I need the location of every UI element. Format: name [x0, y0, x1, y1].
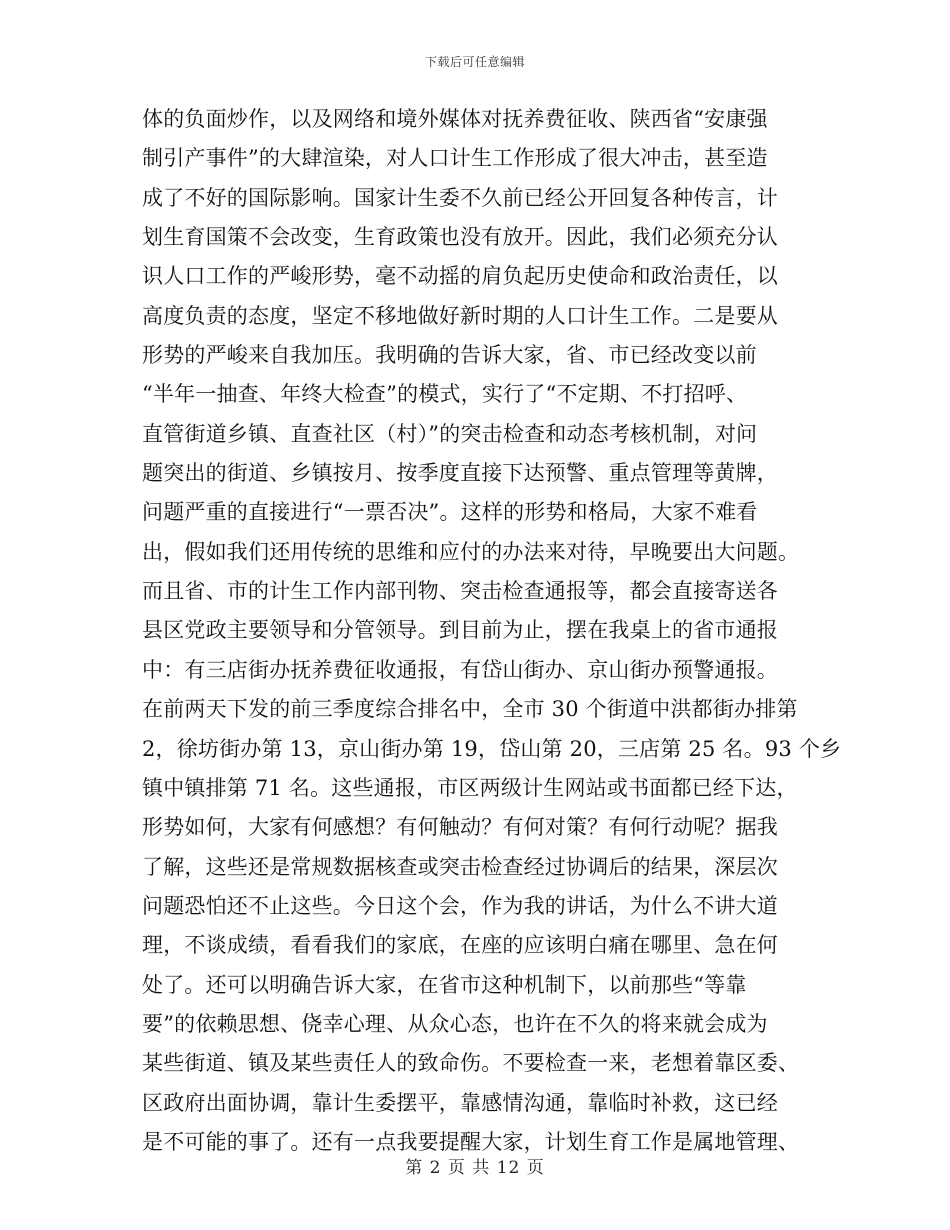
body-text-line: 出，假如我们还用传统的思维和应付的办法来对待，早晚要出大问题。 — [142, 539, 800, 564]
body-text-line: “半年一抽查、年终大检查”的模式，实行了“不定期、不打招呼、 — [142, 382, 748, 407]
body-text-line: 划生育国策不会改变，生育政策也没有放开。因此，我们必须充分认 — [142, 225, 778, 250]
body-text-line: 中：有三店街办抚养费征收通报，有岱山街办、京山街办预警通报。 — [142, 657, 778, 682]
body-text-line: 体的负面炒作，以及网络和境外媒体对抚养费征收、陕西省“安康强 — [142, 107, 768, 131]
body-text-line: 2，徐坊街办第 13，京山街办第 19，岱山第 20，三店第 25 名。93 个乡 — [142, 736, 842, 761]
body-text-line: 问题恐怕还不止这些。今日这个会，作为我的讲话，为什么不讲大道 — [142, 893, 778, 918]
body-text-line: 题突出的街道、乡镇按月、按季度直接下达预警、重点管理等黄牌， — [142, 461, 778, 486]
body-text-line: 是不可能的事了。还有一点我要提醒大家，计划生育工作是属地管理、 — [142, 1129, 800, 1154]
body-text-line: 县区党政主要领导和分管领导。到目前为止，摆在我桌上的省市通报 — [142, 618, 778, 643]
body-text-line: 识人口工作的严峻形势，毫不动摇的肩负起历史使命和政治责任，以 — [142, 264, 778, 289]
document-body — [142, 100, 842, 1162]
body-text-line: 在前两天下发的前三季度综合排名中，全市 30 个街道中洪都街办排第 — [142, 697, 798, 722]
body-text-line: 形势的严峻来自我加压。我明确的告诉大家，省、市已经改变以前 — [142, 343, 757, 368]
body-text-line: 形势如何，大家有何感想？有何触动？有何对策？有何行动呢？据我 — [142, 815, 778, 840]
body-text-line: 处了。还可以明确告诉大家，在省市这种机制下，以前那些“等靠 — [142, 972, 747, 997]
body-text-line: 区政府出面协调，靠计生委摆平，靠感情沟通，靠临时补救，这已经 — [142, 1090, 778, 1115]
body-text-line: 镇中镇排第 71 名。这些通报，市区两级计生网站或书面都已经下达， — [142, 775, 798, 800]
body-text-line: 要”的依赖思想、侥幸心理、从众心态，也许在不久的将来就会成为 — [142, 1011, 768, 1036]
body-text-line: 了解，这些还是常规数据核查或突击检查经过协调后的结果，深层次 — [142, 854, 778, 879]
body-text-line: 成了不好的国际影响。国家计生委不久前已经公开回复各种传言，计 — [142, 185, 778, 210]
body-text-line: 高度负责的态度，坚定不移地做好新时期的人口计生工作。二是要从 — [142, 303, 778, 328]
body-text-line: 而且省、市的计生工作内部刊物、突击检查通报等，都会直接寄送各 — [142, 579, 778, 604]
body-text-line: 理，不谈成绩，看看我们的家底，在座的应该明白痛在哪里、急在何 — [142, 933, 778, 958]
body-text-line: 直管街道乡镇、直查社区（村）”的突击检查和动态考核机制，对问 — [142, 421, 758, 446]
body-text-line: 某些街道、镇及某些责任人的致命伤。不要检查一来，老想着靠区委、 — [142, 1051, 800, 1076]
page-header: 下载后可任意编辑 — [424, 55, 525, 69]
body-text-line: 问题严重的直接进行“一票否决”。这样的形势和格局，大家不难看 — [142, 500, 758, 525]
body-text-line: 制引产事件”的大肆渲染，对人口计生工作形成了很大冲击，甚至造 — [142, 146, 768, 171]
page-footer: 第 2 页 共 12 页 — [405, 1158, 545, 1178]
